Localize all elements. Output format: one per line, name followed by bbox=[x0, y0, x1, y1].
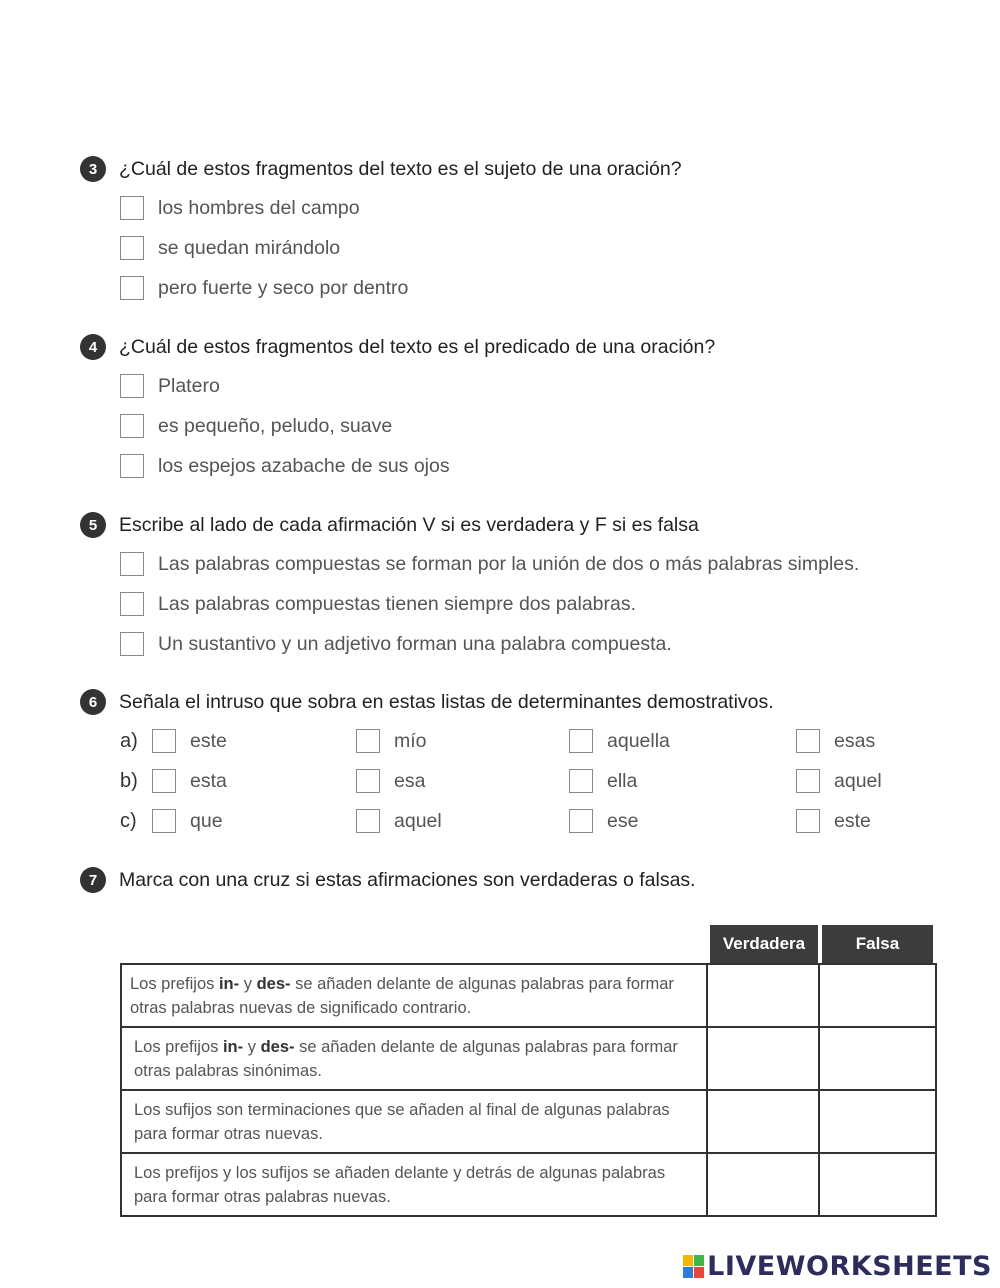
option-label: se quedan mirándolo bbox=[158, 236, 341, 259]
answer-cell-true[interactable] bbox=[708, 965, 820, 1026]
question-4 bbox=[80, 333, 715, 486]
question-number: 6 bbox=[80, 689, 106, 715]
answer-cell-false[interactable] bbox=[820, 965, 935, 1026]
answer-checkbox[interactable] bbox=[120, 374, 144, 398]
q6-option bbox=[152, 809, 223, 833]
q6-option bbox=[569, 769, 637, 793]
question-text: ¿Cuál de estos fragmentos del texto es el sujeto de una oración? bbox=[119, 157, 682, 180]
answer-checkbox[interactable] bbox=[152, 729, 176, 753]
brand-name: LIVEWORKSHEETS bbox=[707, 1251, 992, 1282]
answer-checkbox[interactable] bbox=[120, 236, 144, 260]
answer-checkbox[interactable] bbox=[796, 809, 820, 833]
table-header bbox=[710, 925, 933, 963]
question-6 bbox=[80, 688, 774, 716]
answer-checkbox[interactable] bbox=[120, 454, 144, 478]
answer-cell-true[interactable] bbox=[708, 1154, 820, 1215]
question-text: ¿Cuál de estos fragmentos del texto es el predicado de una oración? bbox=[119, 335, 716, 358]
header-verdadera: Verdadera bbox=[710, 925, 818, 963]
option bbox=[120, 406, 715, 446]
option-label: Las palabras compuestas se forman por la unión de dos o más palabras simples. bbox=[158, 552, 860, 575]
answer-checkbox[interactable] bbox=[796, 769, 820, 793]
option-label: ese bbox=[607, 809, 639, 832]
table-row bbox=[122, 1152, 935, 1215]
q6-option bbox=[569, 729, 670, 753]
option-label: Un sustantivo y un adjetivo forman una palabra compuesta. bbox=[158, 632, 672, 655]
q6-option bbox=[796, 809, 871, 833]
option bbox=[120, 544, 859, 584]
answer-box[interactable] bbox=[120, 632, 144, 656]
q6-option bbox=[152, 769, 227, 793]
option bbox=[120, 268, 682, 308]
question-3 bbox=[80, 155, 682, 308]
option-label: que bbox=[190, 809, 223, 832]
brand-logo-icon bbox=[683, 1255, 704, 1278]
statement: Los prefijos in- y des- se añaden delante de algunas palabras para formar otras palabras sinónimas. bbox=[122, 1028, 708, 1089]
question-number: 7 bbox=[80, 867, 106, 893]
option-label: este bbox=[190, 729, 227, 752]
answer-checkbox[interactable] bbox=[796, 729, 820, 753]
option-label: los espejos azabache de sus ojos bbox=[158, 454, 450, 477]
answer-checkbox[interactable] bbox=[120, 414, 144, 438]
option-label: es pequeño, peludo, suave bbox=[158, 414, 393, 437]
q6-row-b bbox=[0, 761, 1000, 801]
row-label: b) bbox=[120, 769, 138, 792]
header-falsa: Falsa bbox=[822, 925, 933, 963]
option bbox=[120, 228, 682, 268]
answer-checkbox[interactable] bbox=[120, 276, 144, 300]
q6-option bbox=[796, 729, 875, 753]
answer-checkbox[interactable] bbox=[569, 729, 593, 753]
q6-row-a bbox=[0, 721, 1000, 761]
answer-checkbox[interactable] bbox=[120, 196, 144, 220]
liveworksheets-logo bbox=[683, 1251, 992, 1282]
answer-box[interactable] bbox=[120, 592, 144, 616]
question-5 bbox=[80, 511, 859, 664]
option-label: ella bbox=[607, 769, 638, 792]
option-label: mío bbox=[394, 729, 427, 752]
option bbox=[120, 624, 859, 664]
answer-checkbox[interactable] bbox=[569, 769, 593, 793]
row-label: c) bbox=[120, 809, 137, 832]
q6-option bbox=[796, 769, 882, 793]
q6-option bbox=[356, 729, 427, 753]
answer-cell-false[interactable] bbox=[820, 1028, 935, 1089]
question-number: 3 bbox=[80, 156, 106, 182]
option bbox=[120, 366, 715, 406]
answer-checkbox[interactable] bbox=[356, 729, 380, 753]
option bbox=[120, 188, 682, 228]
option-label: aquella bbox=[607, 729, 670, 752]
table-body bbox=[120, 963, 937, 1217]
option-label: esas bbox=[834, 729, 876, 752]
answer-checkbox[interactable] bbox=[569, 809, 593, 833]
table-row bbox=[122, 1026, 935, 1089]
option-label: esa bbox=[394, 769, 426, 792]
answer-checkbox[interactable] bbox=[356, 809, 380, 833]
option bbox=[120, 584, 859, 624]
option-label: aquel bbox=[834, 769, 882, 792]
question-number: 4 bbox=[80, 334, 106, 360]
option bbox=[120, 446, 715, 486]
q6-option bbox=[356, 809, 442, 833]
answer-checkbox[interactable] bbox=[152, 809, 176, 833]
q6-option bbox=[152, 729, 227, 753]
row-label: a) bbox=[120, 729, 138, 752]
q6-row-c bbox=[0, 801, 1000, 841]
option-label: esta bbox=[190, 769, 227, 792]
q6-option bbox=[569, 809, 638, 833]
option-label: este bbox=[834, 809, 871, 832]
question-text: Marca con una cruz si estas afirmaciones son verdaderas o falsas. bbox=[119, 868, 696, 891]
table-row bbox=[122, 1089, 935, 1152]
question-text: Escribe al lado de cada afirmación V si es verdadera y F si es falsa bbox=[119, 513, 699, 536]
answer-cell-true[interactable] bbox=[708, 1028, 820, 1089]
statement: Los sufijos son terminaciones que se añaden al final de algunas palabras para formar otras nuevas. bbox=[122, 1091, 708, 1152]
question-number: 5 bbox=[80, 512, 106, 538]
q6-option bbox=[356, 769, 425, 793]
answer-cell-false[interactable] bbox=[820, 1091, 935, 1152]
answer-checkbox[interactable] bbox=[356, 769, 380, 793]
answer-box[interactable] bbox=[120, 552, 144, 576]
statement: Los prefijos y los sufijos se añaden delante y detrás de algunas palabras para formar otras palabras nuevas. bbox=[122, 1154, 708, 1215]
table-row bbox=[122, 965, 935, 1026]
statement: Los prefijos in- y des- se añaden delante de algunas palabras para formar otras palabras nuevas de significado contrario. bbox=[122, 965, 708, 1026]
option-label: los hombres del campo bbox=[158, 196, 360, 219]
answer-checkbox[interactable] bbox=[152, 769, 176, 793]
question-text: Señala el intruso que sobra en estas listas de determinantes demostrativos. bbox=[119, 690, 774, 713]
answer-cell-true[interactable] bbox=[708, 1091, 820, 1152]
question-7 bbox=[80, 866, 696, 894]
option-label: Las palabras compuestas tienen siempre dos palabras. bbox=[158, 592, 637, 615]
option-label: Platero bbox=[158, 374, 220, 397]
answer-cell-false[interactable] bbox=[820, 1154, 935, 1215]
option-label: aquel bbox=[394, 809, 442, 832]
option-label: pero fuerte y seco por dentro bbox=[158, 276, 409, 299]
